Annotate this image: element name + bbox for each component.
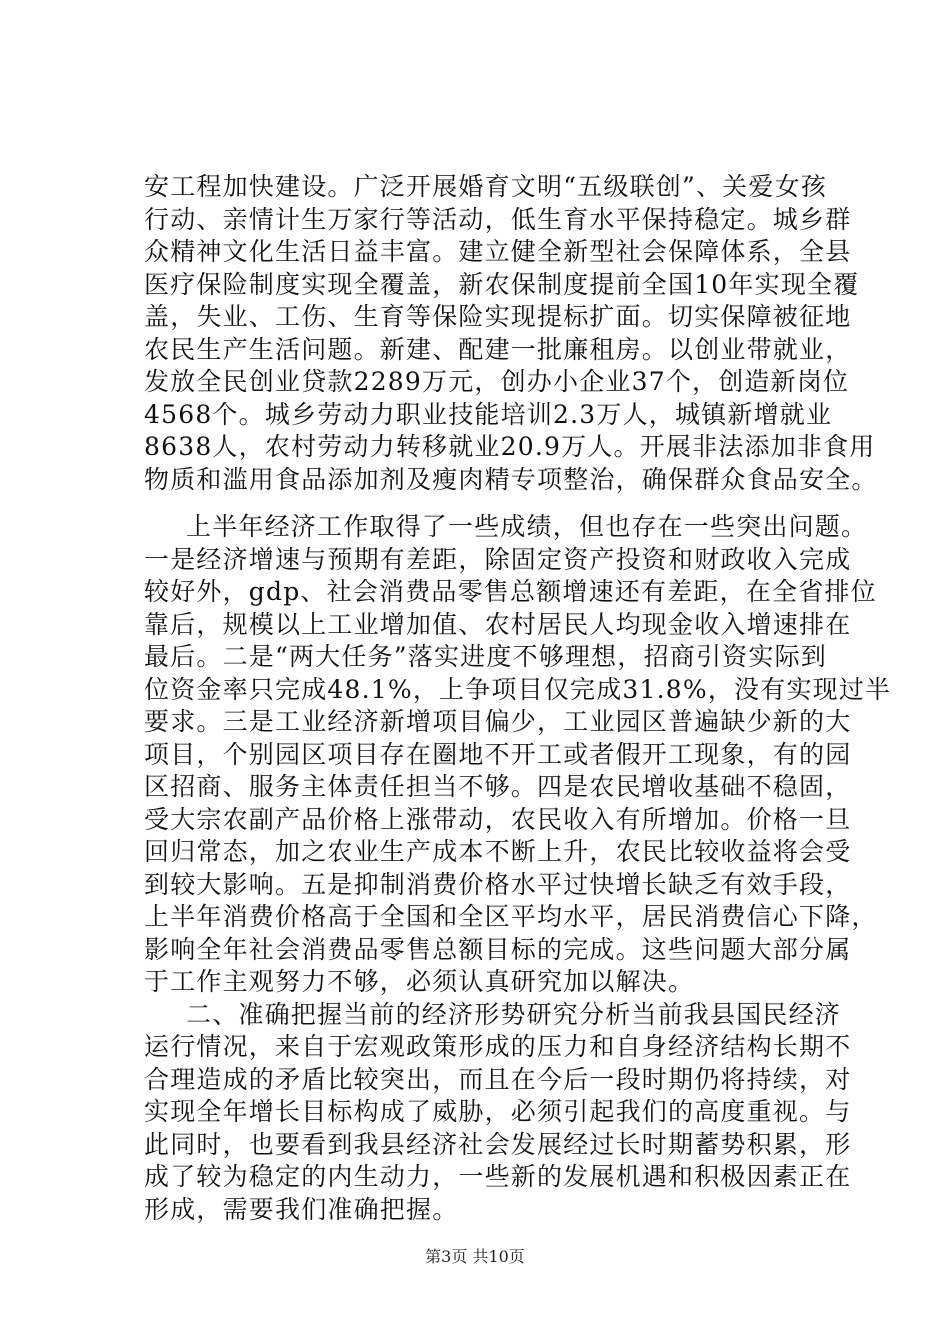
text-line: 于工作主观努力不够，必须认真研究加以解决。 <box>144 967 695 996</box>
text-line: 位资金率只完成48.1%，上争项目仅完成31.8%，没有实现过半 <box>144 674 892 704</box>
text-line: 安工程加快建设。广泛开展婚育文明“五级联创”、关爱女孩 <box>144 172 827 201</box>
text-line: 影响全年社会消费品零售总额目标的完成。这些问题大部分属 <box>144 934 852 964</box>
text-line: 形成，需要我们准确把握。 <box>144 1194 459 1224</box>
page-number-footer: 第3页 共10页 <box>425 1247 525 1266</box>
text-line: 发放全民创业贷款2289万元，创办小企业37个，创造新岗位 <box>144 367 850 396</box>
text-line: 众精神文化生活日益丰富。建立健全新型社会保障体系，全县 <box>144 237 852 266</box>
text-line: 盖，失业、工伤、生育等保险实现提标扩面。切实保障被征地 <box>144 302 852 331</box>
paragraph-1 <box>144 171 878 496</box>
text-line: 区招商、服务主体责任担当不够。四是农民增收基础不稳固， <box>144 772 852 801</box>
text-line: 实现全年增长目标构成了威胁，必须引起我们的高度重视。与 <box>144 1097 852 1126</box>
text-line: 此同时，也要看到我县经济社会发展经过长时期蓄势积累，形 <box>144 1129 852 1159</box>
text-line: 4568个。城乡劳动力职业技能培训2.3万人，城镇新增就业 <box>144 399 833 429</box>
text-line: 靠后，规模以上工业增加值、农村居民人均现金收入增速排在 <box>144 609 852 639</box>
text-line: 到较大影响。五是抑制消费价格水平过快增长缺乏有效手段， <box>144 869 852 899</box>
text-line: 上半年消费价格高于全国和全区平均水平，居民消费信心下降， <box>144 902 878 931</box>
text-line: 受大宗农副产品价格上涨带动，农民收入有所增加。价格一旦 <box>144 804 852 834</box>
text-line: 较好外，gdp、社会消费品零售总额增速还有差距，在全省排位 <box>144 577 877 606</box>
text-line: 一是经济增速与预期有差距，除固定资产投资和财政收入完成 <box>144 544 852 574</box>
text-line: 成了较为稳定的内生动力，一些新的发展机遇和积极因素正在 <box>144 1162 852 1191</box>
text-line: 物质和滥用食品添加剂及瘦肉精专项整治，确保群众食品安全。 <box>144 464 878 494</box>
text-line: 行动、亲情计生万家行等活动，低生育水平保持稳定。城乡群 <box>144 204 852 234</box>
text-line: 上半年经济工作取得了一些成绩，但也存在一些突出问题。 <box>186 512 868 541</box>
text-line: 要求。三是工业经济新增项目偏少，工业园区普遍缺少新的大 <box>144 707 852 736</box>
paragraph-2 <box>144 511 892 1226</box>
text-line: 合理造成的矛盾比较突出，而且在今后一段时期仍将持续，对 <box>144 1064 852 1094</box>
text-line: 最后。二是“两大任务”落实进度不够理想，招商引资实际到 <box>144 642 827 671</box>
text-line: 回归常态，加之农业生产成本不断上升，农民比较收益将会受 <box>144 837 852 866</box>
text-line: 农民生产生活问题。新建、配建一批廉租房。以创业带就业， <box>144 334 852 364</box>
text-line: 二、准确把握当前的经济形势研究分析当前我县国民经济 <box>186 999 842 1029</box>
text-line: 运行情况，来自于宏观政策形成的压力和自身经济结构长期不 <box>144 1032 852 1061</box>
text-line: 项目，个别园区项目存在圈地不开工或者假开工现象，有的园 <box>144 739 852 769</box>
text-line: 医疗保险制度实现全覆盖，新农保制度提前全国10年实现全覆 <box>144 269 860 299</box>
text-line: 8638人，农村劳动力转移就业20.9万人。开展非法添加非食用 <box>144 432 876 461</box>
